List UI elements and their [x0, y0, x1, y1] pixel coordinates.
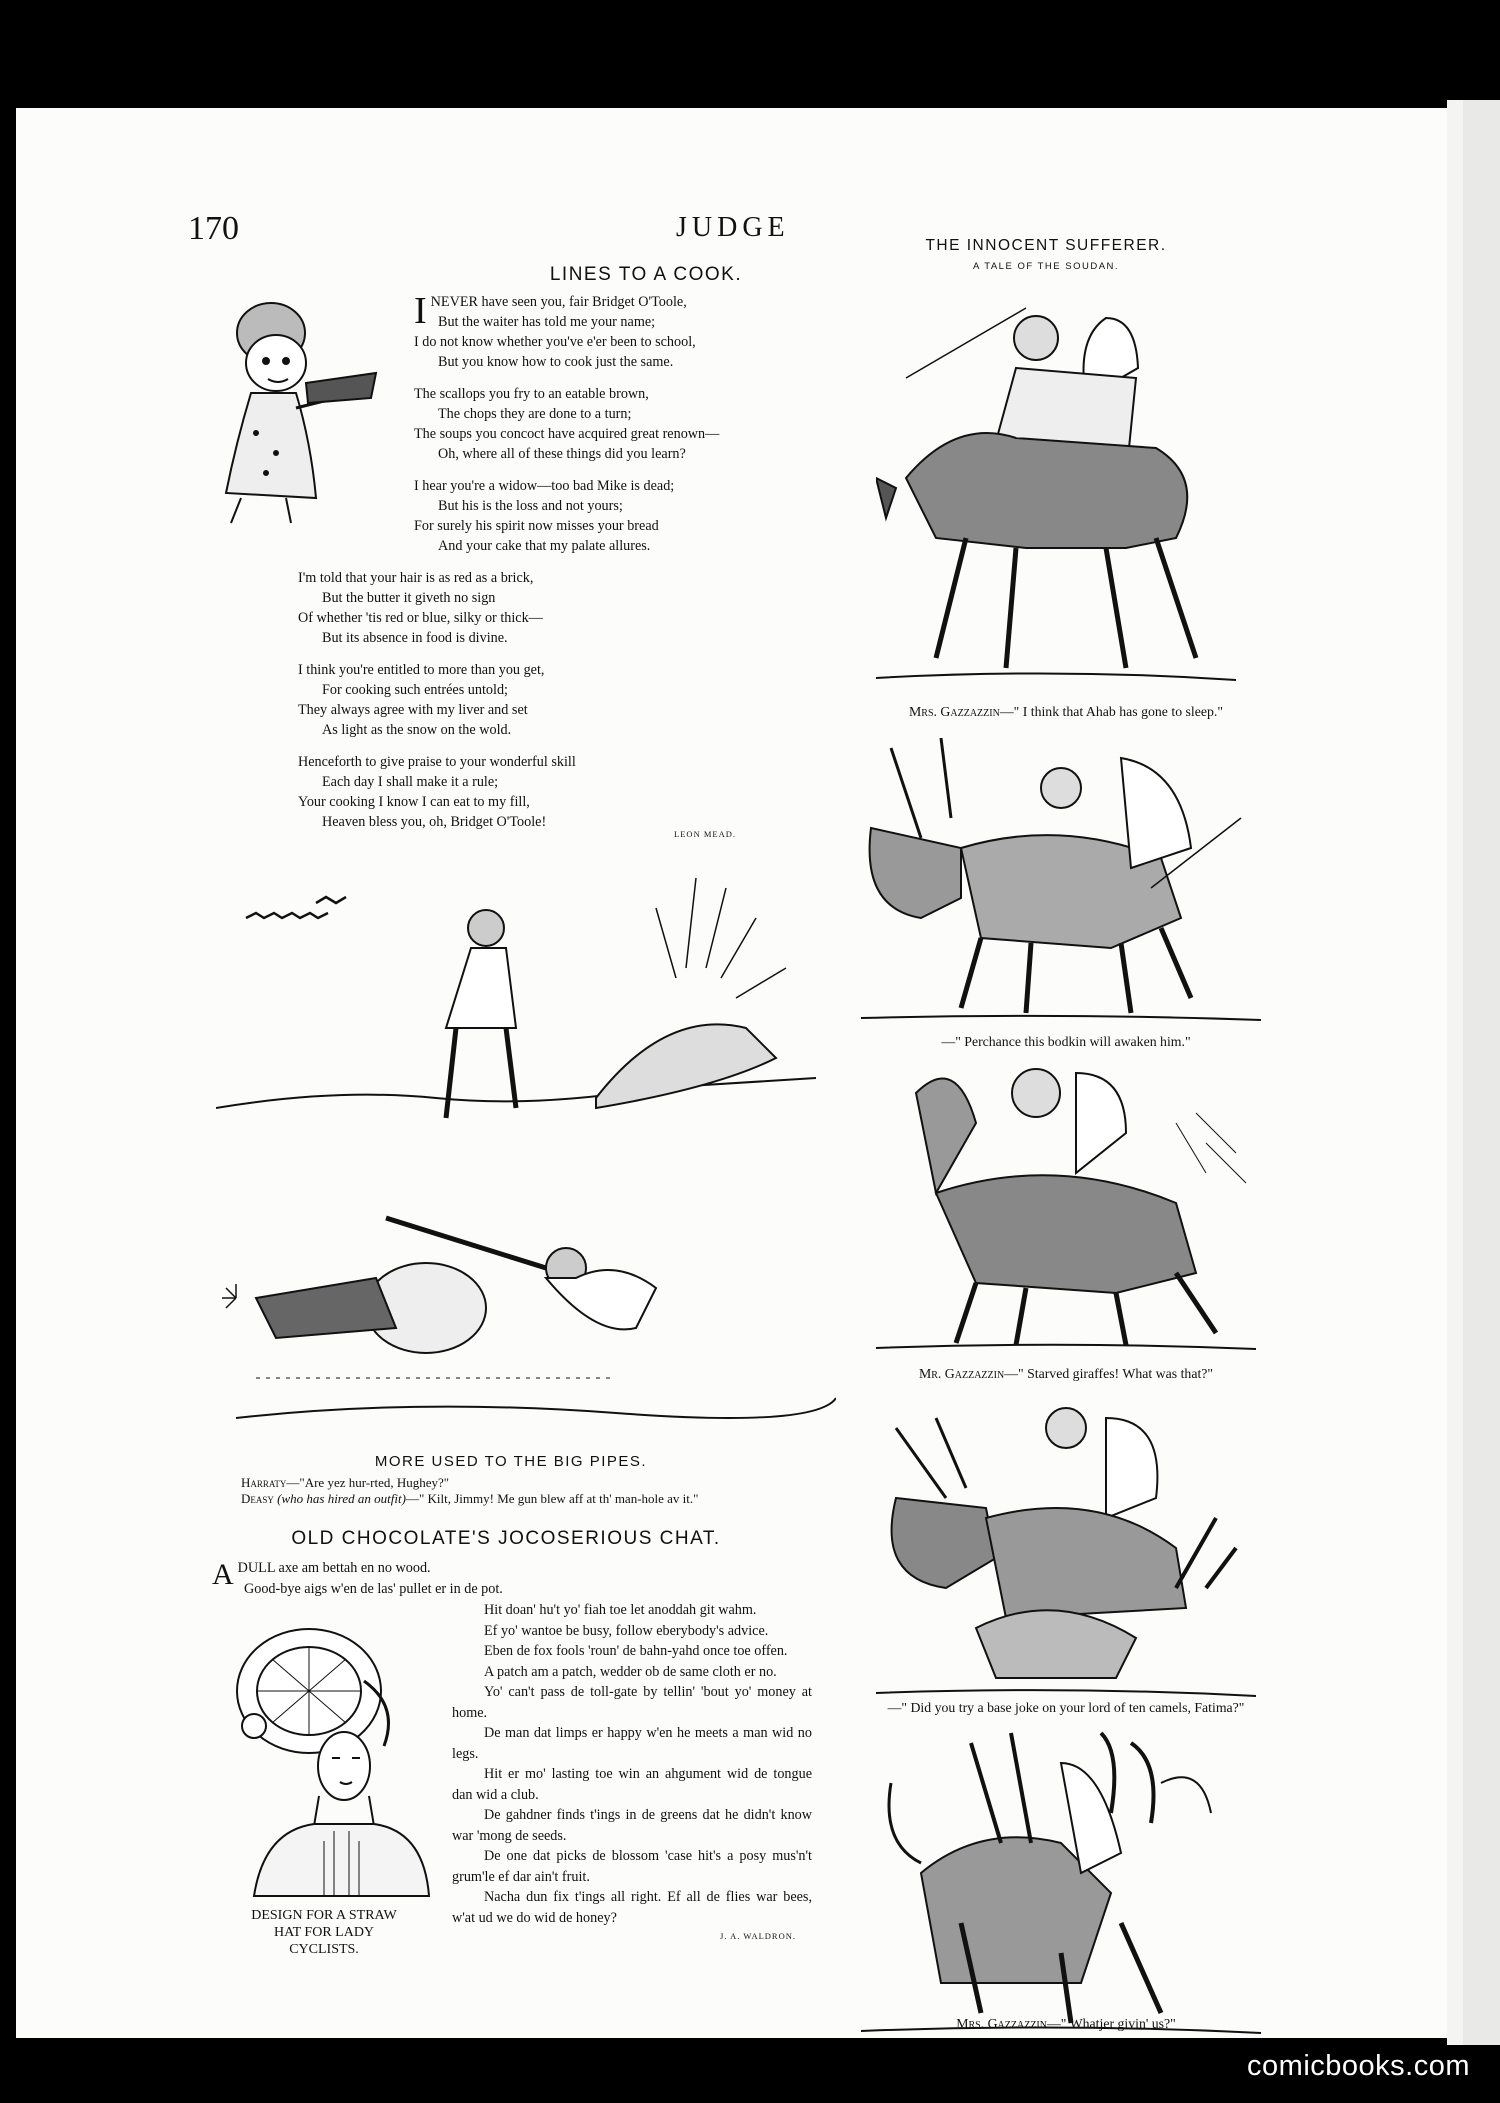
adjacent-page-edge-outer: [1463, 100, 1500, 2045]
speaker: Mrs. Gazzazzin: [956, 2016, 1047, 2031]
caption-text: —" Whatjer givin' us?": [1046, 2016, 1176, 2031]
poem-line: For surely his spirit now misses your bread: [414, 518, 659, 534]
speaker-harraty: Harraty: [241, 1475, 287, 1490]
sufferer-caption-5: [846, 2016, 1286, 2032]
poem-stanza-2: [414, 384, 834, 464]
poem-stanza-5: [298, 660, 738, 740]
poem-line: I hear you're a widow—too bad Mike is dead;: [414, 478, 675, 494]
dialogue-line-2: [241, 1491, 821, 1507]
poem-stanza-6: [298, 752, 738, 832]
poem-body-lower: [298, 568, 738, 844]
dialogue-aside: (who has hired an outfit): [277, 1491, 406, 1506]
poem-stanza-3: [414, 476, 834, 556]
chat-title: OLD CHOCOLATE'S JOCOSERIOUS CHAT.: [291, 1528, 721, 1549]
sufferer-caption-4: [836, 1700, 1296, 1716]
poem-line: I do not know whether you've e'er been to school,: [414, 334, 696, 350]
chat-body: [452, 1600, 812, 1928]
poem-title: LINES TO A COOK.: [549, 264, 743, 285]
poem-line: They always agree with my liver and set: [298, 702, 528, 718]
chat-paragraph: Hit er mo' lasting toe win an ahgument wid de tongue dan wid a club.: [452, 1766, 812, 1803]
dialogue-text: —"Are yez hur-rted, Hughey?": [286, 1475, 450, 1490]
poem-line: Your cooking I know I can eat to my fill,: [298, 794, 530, 810]
hat-caption-line: HAT FOR LADY: [273, 1925, 375, 1940]
caption-text: —" I think that Ahab has gone to sleep.": [999, 704, 1223, 719]
poem-line: For cooking such entrées untold;: [322, 682, 508, 698]
speaker-deasy: Deasy: [241, 1491, 274, 1506]
poem-line: The chops they are done to a turn;: [438, 406, 632, 422]
poem-stanza-1: [414, 292, 834, 372]
adjacent-page-edge: [1447, 100, 1463, 2045]
cook-illustration: [196, 283, 396, 533]
hunting-cartoon-dialogue: [241, 1475, 821, 1507]
poem-line: Each day I shall make it a rule;: [322, 774, 499, 790]
sufferer-panel-1: [876, 278, 1236, 698]
sufferer-caption-2: [846, 1034, 1286, 1050]
dialogue-line-1: [241, 1475, 821, 1491]
sufferer-panel-5: [861, 1723, 1261, 2038]
chat-author: J. A. WALDRON.: [720, 1931, 796, 1941]
poem-line: The scallops you fry to an eatable brown,: [414, 386, 649, 402]
chat-paragraph: A patch am a patch, wedder ob de same cloth er no.: [484, 1663, 777, 1680]
chat-paragraph: Ef yo' wantoe be busy, follow eberybody's advice.: [484, 1622, 769, 1639]
chat-dropcap: A: [212, 1558, 234, 1591]
chat-paragraph: Hit doan' hu't yo' fiah toe let anoddah git wahm.: [484, 1602, 757, 1618]
sufferer-panel-3: [876, 1053, 1256, 1353]
sufferer-panel-2: [861, 728, 1261, 1028]
poem-line: I think you're entitled to more than you get,: [298, 662, 545, 678]
poem-line: As light as the snow on the wold.: [322, 722, 512, 738]
site-brand: comicbooks.com: [1247, 2050, 1470, 2082]
chat-paragraph: Yo' can't pass de toll-gate by tellin' 'bout yo' money at home.: [452, 1684, 812, 1721]
chat-paragraph: De man dat limps er happy w'en he meets a man wid no legs.: [452, 1725, 812, 1762]
chat-paragraph: De one dat picks de blossom 'case hit's a posy mus'n't grum'le ef dar ain't fruit.: [452, 1848, 812, 1885]
chat-line: Good-bye aigs w'en de las' pullet er in de pot.: [244, 1580, 503, 1597]
chat-paragraph: De gahdner finds t'ings in de greens dat he didn't know war 'mong de seeds.: [452, 1807, 812, 1844]
poem-body: [414, 292, 834, 568]
hat-caption-line: CYCLISTS.: [289, 1942, 359, 1957]
sufferer-caption-1: [846, 704, 1286, 720]
hat-caption-line: DESIGN FOR A STRAW: [251, 1908, 397, 1923]
poem-line: The soups you concoct have acquired great renown—: [414, 426, 720, 442]
dialogue-text: —" Kilt, Jimmy! Me gun blew aff at th' man-hole av it.": [405, 1491, 699, 1506]
speaker: Mr. Gazzazzin: [918, 1366, 1005, 1381]
poem-line: I'm told that your hair is as red as a brick,: [298, 570, 534, 586]
speaker: Mrs. Gazzazzin: [909, 704, 1000, 719]
chat-opening: [212, 1558, 802, 1599]
poem-line: But the waiter has told me your name;: [438, 314, 656, 330]
poem-stanza-4: [298, 568, 738, 648]
magazine-page: [16, 108, 1447, 2038]
poem-line: And your cake that my palate allures.: [438, 538, 651, 554]
poem-line: Oh, where all of these things did you learn?: [438, 446, 686, 462]
poem-author: LEON MEAD.: [674, 829, 736, 839]
masthead-title: JUDGE: [676, 212, 790, 243]
sufferer-title: THE INNOCENT SUFFERER.: [925, 237, 1167, 254]
caption-text: —" Perchance this bodkin will awaken him.": [941, 1034, 1191, 1049]
poem-line: But his is the loss and not yours;: [438, 498, 623, 514]
chat-line: DULL axe am bettah en no wood.: [237, 1560, 431, 1576]
chat-paragraph: Nacha dun fix t'ings all right. Ef all de flies war bees, w'at ud we do wid de honey?: [452, 1889, 812, 1926]
poem-line: But the butter it giveth no sign: [322, 590, 496, 606]
page-number: 170: [188, 210, 239, 247]
poem-line: But its absence in food is divine.: [322, 630, 508, 646]
caption-text: —" Did you try a base joke on your lord of ten camels, Fatima?": [887, 1700, 1245, 1715]
sufferer-panel-4: [876, 1388, 1256, 1708]
poem-line: But you know how to cook just the same.: [438, 354, 674, 370]
sufferer-caption-3: [846, 1366, 1286, 1382]
poem-line: Henceforth to give praise to your wonderful skill: [298, 754, 576, 770]
hunting-cartoon-title: MORE USED TO THE BIG PIPES.: [374, 1453, 648, 1470]
chat-paragraph: Eben de fox fools 'roun' de bahn-yahd once toe offen.: [484, 1643, 788, 1659]
straw-hat-illustration: [214, 1626, 434, 1901]
poem-line: Heaven bless you, oh, Bridget O'Toole!: [322, 814, 547, 830]
hunting-cartoon: [216, 858, 836, 1448]
hat-caption: [214, 1907, 434, 1958]
poem-line: NEVER have seen you, fair Bridget O'Toole,: [430, 294, 687, 310]
sufferer-subtitle: A TALE OF THE SOUDAN.: [972, 261, 1120, 272]
caption-text: —" Starved giraffes! What was that?": [1004, 1366, 1214, 1381]
poem-line: Of whether 'tis red or blue, silky or thick—: [298, 610, 543, 626]
poem-dropcap: I: [414, 290, 427, 332]
